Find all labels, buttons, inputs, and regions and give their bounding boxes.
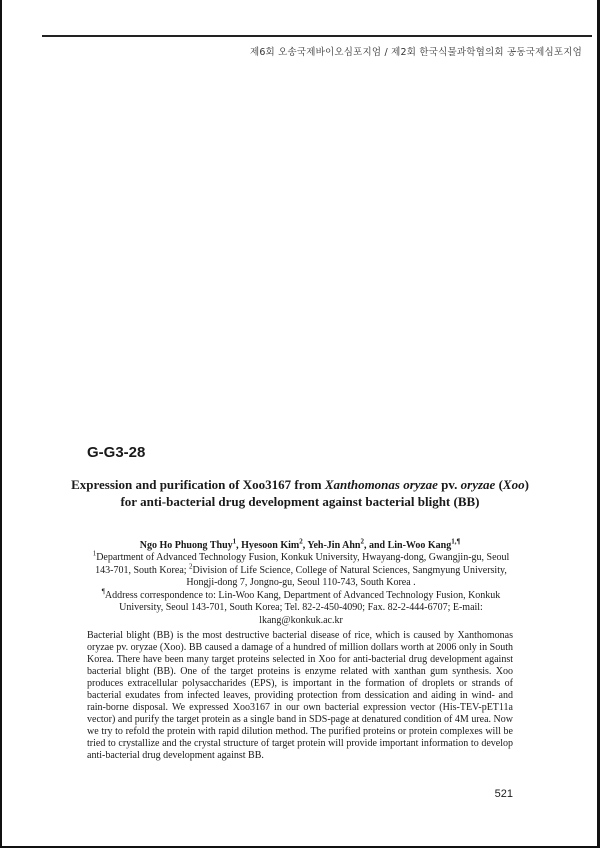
affil-mark: 2 <box>189 562 193 571</box>
author-name: Ngo Ho Phuong Thuy <box>139 540 233 551</box>
affiliation-block <box>86 549 516 590</box>
title-part: Expression and purification of Xoo3167 from <box>71 477 325 492</box>
author-affil-mark: 1 <box>232 537 237 546</box>
scan-border-left <box>0 0 2 848</box>
header-rule <box>42 35 592 37</box>
author-list <box>70 539 530 553</box>
author-affil-mark: 2 <box>360 537 364 546</box>
author-sep: , and <box>363 540 388 551</box>
page-number: 521 <box>494 788 513 800</box>
author-sep: , <box>236 540 242 551</box>
correspondence-text: Address correspondence to: Lin-Woo Kang, Department of Advanced Technology Fusion, Konkuk University, Seoul 143-701, South Korea; Tel. 82-2-450-4090; Fax. 82-2-444-6707; E-mail: lkang@konkuk.ac.kr <box>104 589 501 626</box>
title-italic: Xanthomonas oryzae <box>324 477 438 492</box>
title-italic: Xoo <box>502 477 525 492</box>
affiliations <box>86 549 516 627</box>
title-part: pv. <box>437 477 461 492</box>
author-affil-mark: 1,¶ <box>451 537 461 546</box>
author-name: Lin-Woo Kang <box>387 540 452 551</box>
corresponding-mark: ¶ <box>101 587 105 596</box>
affiliation-2: Division of Life Science, College of Natural Sciences, Sangmyung University, Hongji-dong 7, Jongno-gu, Seoul 110-743, South Korea . <box>186 564 507 588</box>
affil-mark: 1 <box>92 549 97 558</box>
correspondence-block <box>86 587 516 628</box>
running-header: 제6회 오송국제바이오심포지엄 / 제2회 한국식물과학협의회 공동국제심포지엄 <box>249 47 582 58</box>
author-name: Yeh-Jin Ahn <box>307 540 361 551</box>
paper-title <box>70 476 530 510</box>
title-part: ( <box>495 477 503 492</box>
abstract-body: Bacterial blight (BB) is the most destructive bacterial disease of rice, which is caused by Xanthomonas oryzae pv. oryzae (Xoo). BB caused a damage of a hundred of million dollars worth at 2006 only in South Korea. There have been many target proteins selected in Xoo for anti-bacterial drug development against bacterial blight (BB). One of the target proteins is enzyme related with xanthan gum synthesis. Xoo produces extracellular polysaccharides (EPS), is important in the formation of droplets or strands of bacterial exudates from infected leaves, providing protection from dessication and aiding in wind- and rain-borne disposal. We expressed Xoo3167 in our own bacterial expression vector (His-TEV-pET11a vector) and purify the target protein as a single band in SDS-page at denatured condition of 4M urea. Now we try to refold the protein with rapid dilution method. The purified proteins or protein complexes will be tried to crystallize and the crystal structure of target protein will provide important information to develop anti-bacterial drug development against BB. <box>87 630 513 761</box>
affiliation-1: Department of Advanced Technology Fusion, Konkuk University, Hwayang-dong, Gwangjin-gu, Seoul 143-701, South Korea; <box>95 552 510 576</box>
title-italic: oryzae <box>460 477 496 492</box>
abstract-id: G-G3-28 <box>87 444 146 461</box>
author-affil-mark: 2 <box>299 537 303 546</box>
author-sep: , <box>302 540 308 551</box>
author-name: Hyesoon Kim <box>241 540 300 551</box>
title-part: ) for anti-bacterial drug development against bacterial blight (BB) <box>120 477 529 509</box>
